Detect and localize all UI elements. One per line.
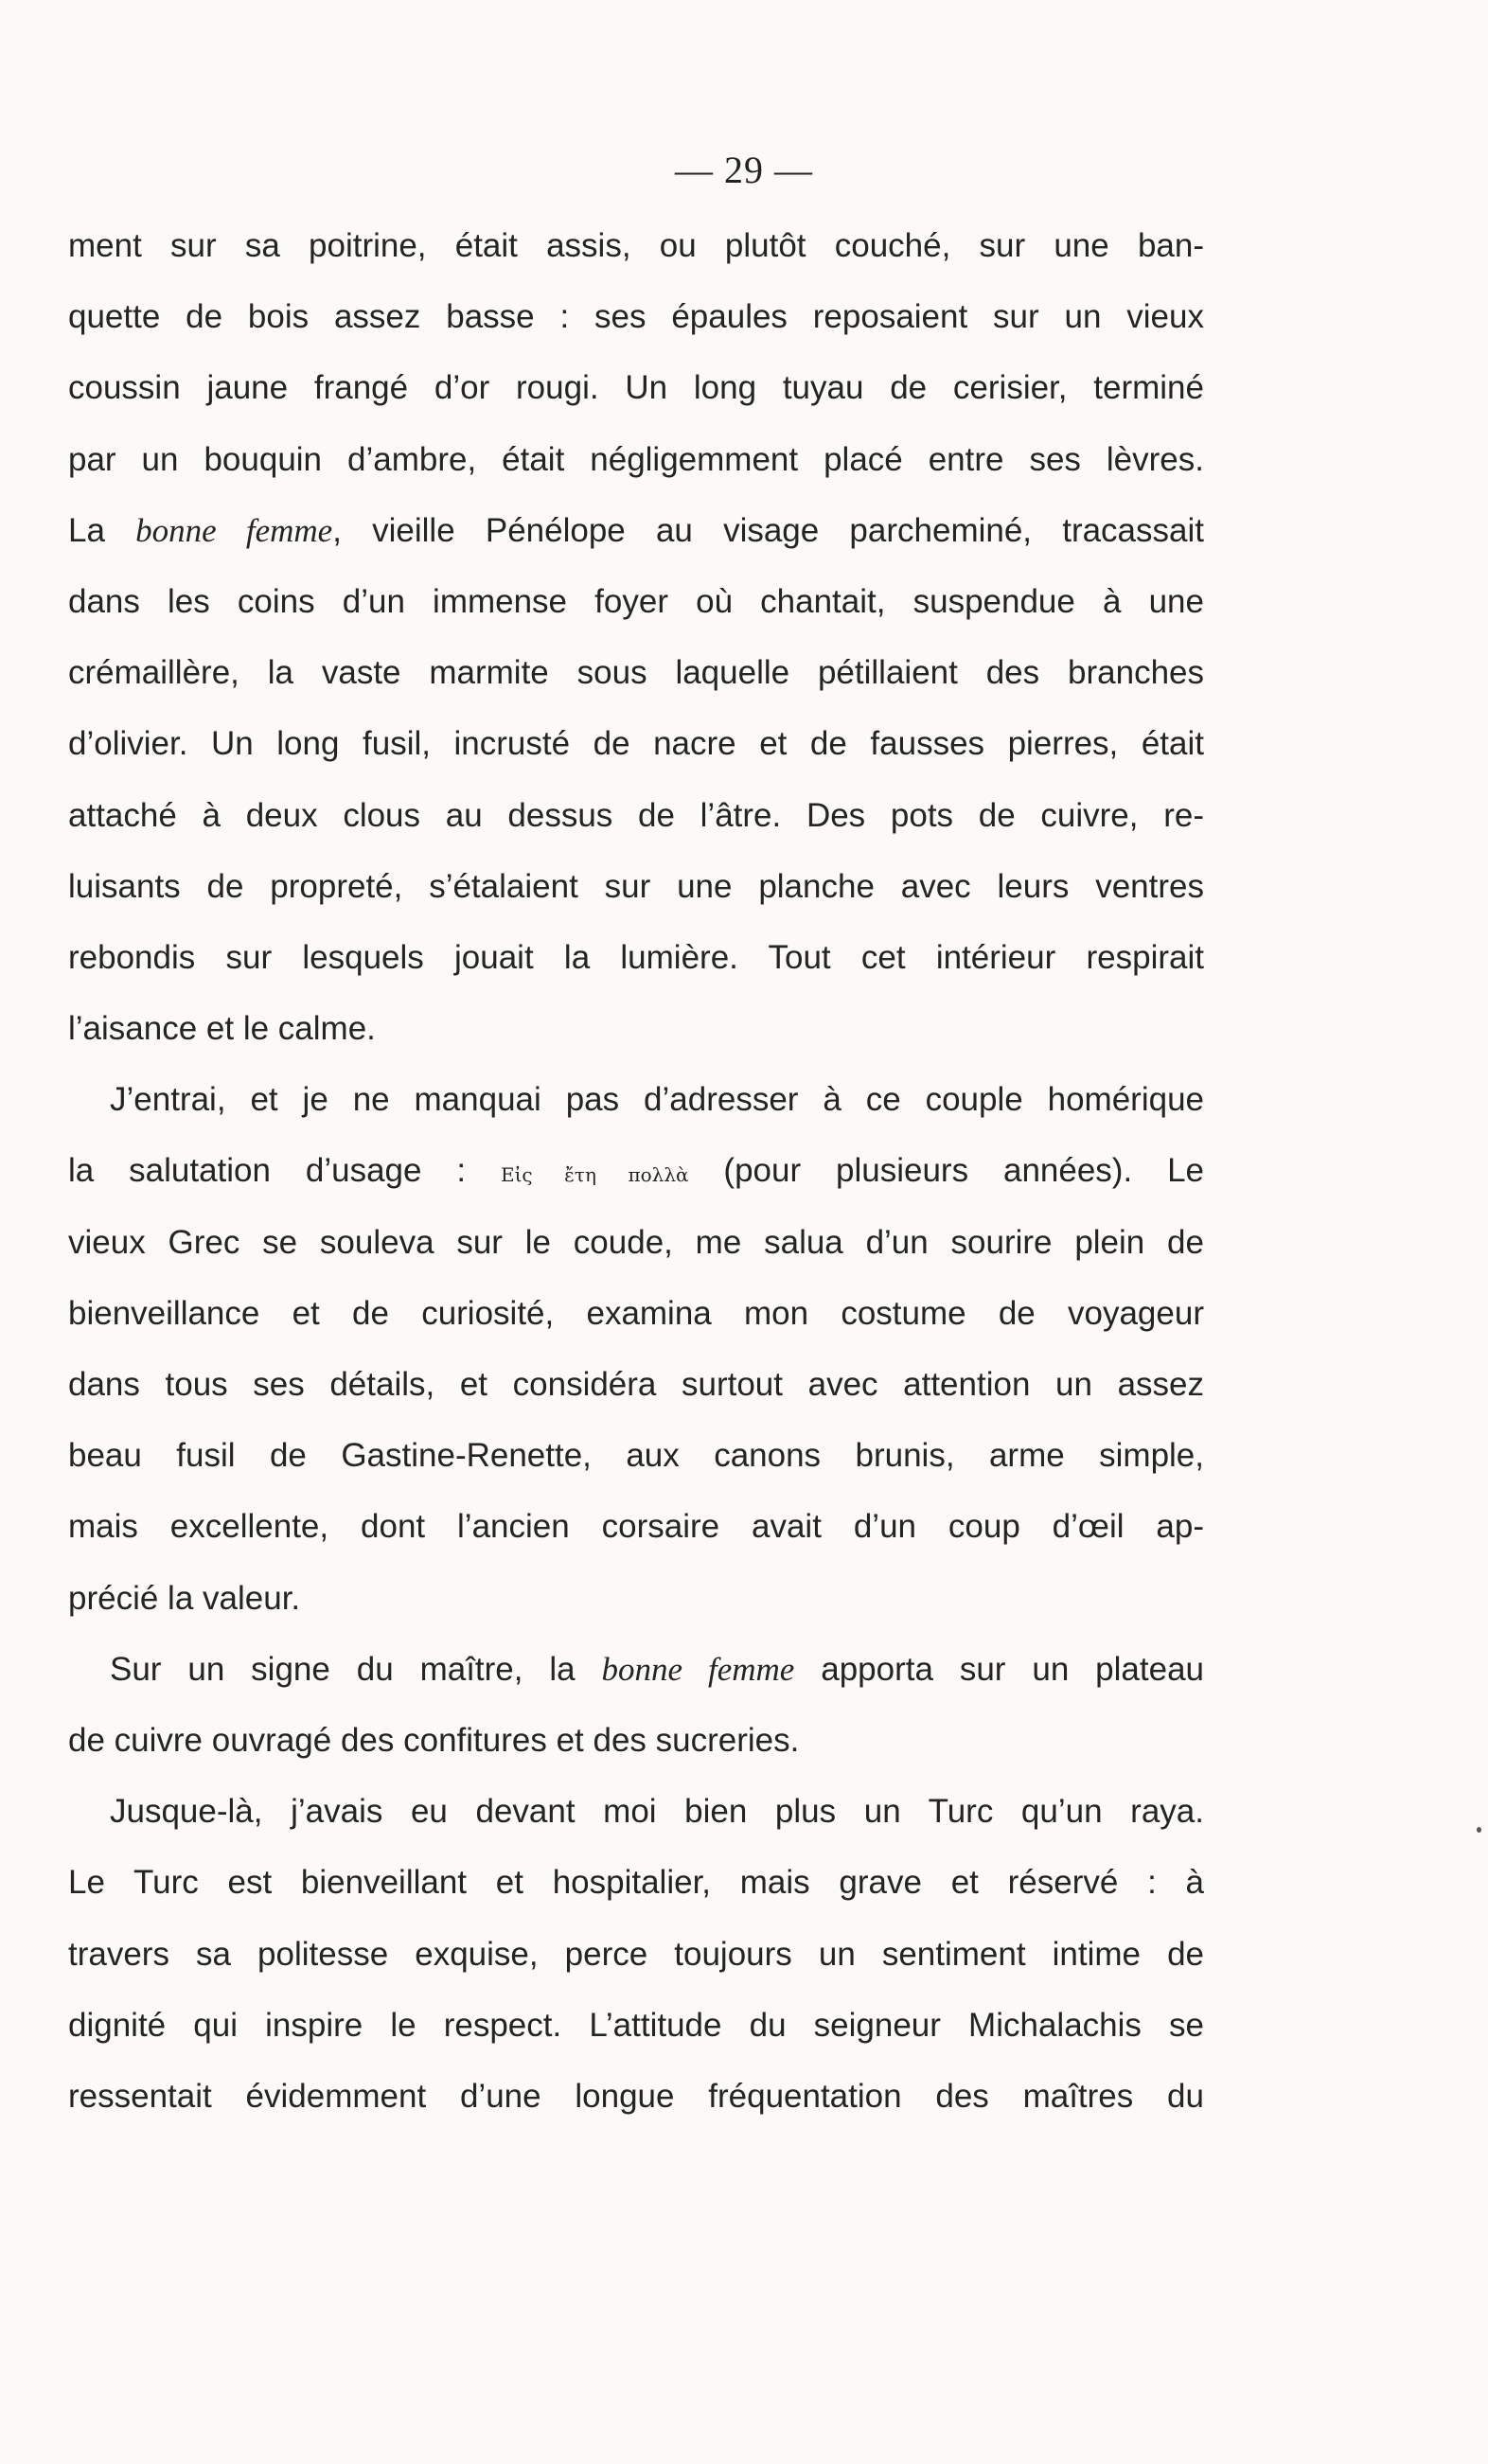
text-line: ressentait évidemment d’une longue fréquentation des maîtres du [68, 2077, 1204, 2115]
text-line: dans tous ses détails, et considéra surtout avec attention un assez [68, 1366, 1204, 1403]
text-run: , vieille Pénélope au visage parcheminé, tracassait [332, 511, 1204, 549]
text-line: d’olivier. Un long fusil, incrusté de nacre et de fausses pierres, était [68, 725, 1204, 763]
text-line: Le Turc est bienveillant et hospitalier, mais grave et réservé : à [68, 1864, 1204, 1902]
text-line: vieux Grec se souleva sur le coude, me salua d’un sourire plein de [68, 1223, 1204, 1261]
text-line: travers sa politesse exquise, perce toujours un sentiment intime de [68, 1935, 1204, 1973]
text-line: J’entrai, et je ne manquai pas d’adresser à ce couple homérique [110, 1081, 1204, 1119]
text-line: l’aisance et le calme. [68, 1010, 376, 1048]
text-line: dignité qui inspire le respect. L’attitude du seigneur Michalachis se [68, 2006, 1204, 2044]
text-run: La [68, 511, 136, 549]
text-line: coussin jaune frangé d’or rougi. Un long tuyau de cerisier, terminé [68, 369, 1204, 407]
text-line: précié la valeur. [68, 1579, 301, 1617]
text-line [68, 1634, 1204, 1705]
text-run: la salutation d’usage : [68, 1152, 501, 1190]
text-run: (pour plusieurs années). Le [688, 1152, 1205, 1190]
text-line: par un bouquin d’ambre, était négligemment placé entre ses lèvres. [68, 440, 1204, 478]
text-line: Jusque-là, j’avais eu devant moi bien plus un Turc qu’un raya. [110, 1793, 1204, 1831]
text-line: attaché à deux clous au dessus de l’âtre. Des pots de cuivre, re- [68, 796, 1204, 834]
italic-phrase: bonne femme [601, 1650, 795, 1688]
text-line: beau fusil de Gastine-Renette, aux canons brunis, arme simple, [68, 1437, 1204, 1475]
text-line [68, 495, 1204, 566]
text-line: luisants de propreté, s’étalaient sur une planche avec leurs ventres [68, 867, 1204, 905]
greek-phrase: Εἰς ἔτη πολλὰ [500, 1163, 689, 1187]
text-line: bienveillance et de curiosité, examina mon costume de voyageur [68, 1294, 1204, 1332]
text-line: quette de bois assez basse : ses épaules reposaient sur un vieux [68, 298, 1204, 336]
text-line: mais excellente, dont l’ancien corsaire avait d’un coup d’œil ap- [68, 1508, 1204, 1546]
text-line [68, 1135, 1204, 1206]
margin-mark [1477, 1827, 1481, 1833]
text-line: dans les coins d’un immense foyer où chantait, suspendue à une [68, 582, 1204, 620]
text-line: rebondis sur lesquels jouait la lumière. Tout cet intérieur respirait [68, 938, 1204, 976]
text-line: ment sur sa poitrine, était assis, ou plutôt couché, sur une ban- [68, 227, 1204, 264]
text-run: Sur un signe du maître, la [110, 1650, 602, 1688]
italic-phrase: bonne femme [135, 511, 333, 549]
body-text [68, 210, 1204, 2132]
text-line: crémaillère, la vaste marmite sous laquelle pétillaient des branches [68, 654, 1204, 692]
page-number: — 29 — [675, 149, 813, 191]
text-line: de cuivre ouvragé des confitures et des sucreries. [68, 1721, 800, 1759]
text-run: apporta sur un plateau [794, 1650, 1205, 1688]
